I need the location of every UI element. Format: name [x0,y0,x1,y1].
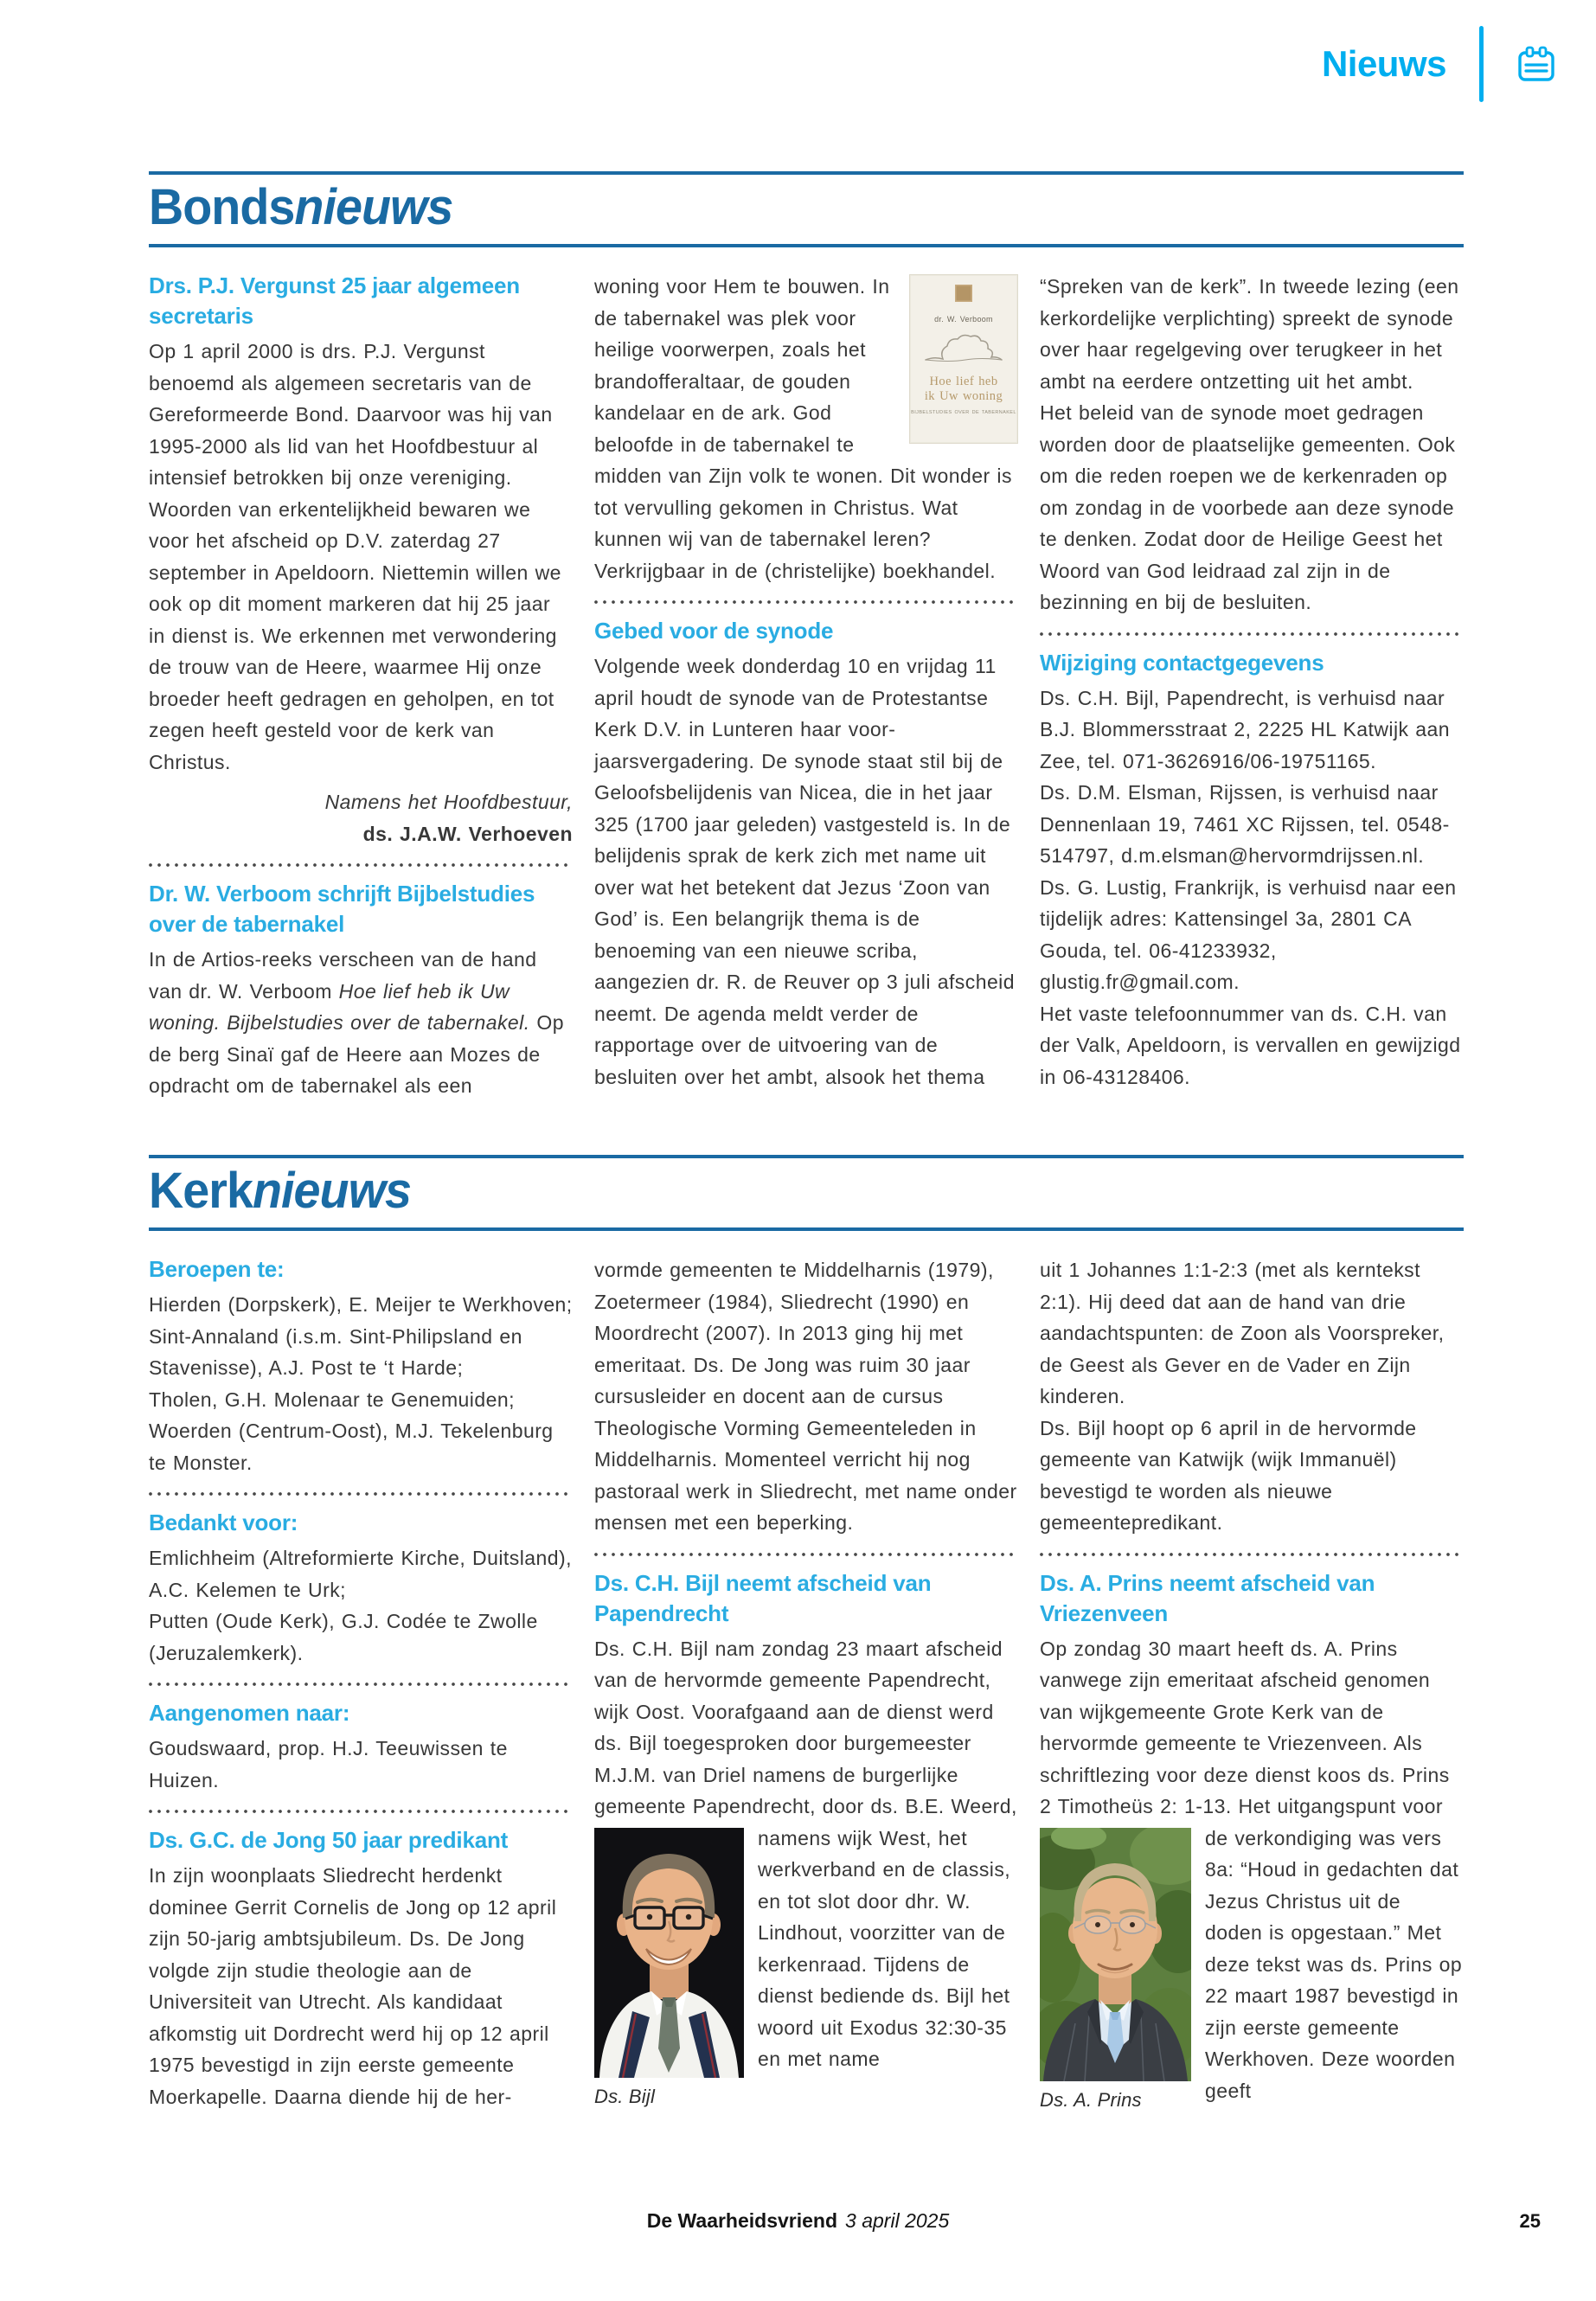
text-column [1040,271,1464,1102]
article-heading: Dr. W. Verboom schrijft Bijbelstudies over de tabernakel [149,881,535,937]
paragraph: Ds. Bijl hoopt op 6 april in de hervormde gemeente van Katwijk (wijk Immanuël) bevestigd te worden als nieuwe gemeentepredikant. [1040,1416,1417,1534]
section-kerknieuws [149,1155,1464,2112]
paragraph: vormde gemeenten te Middelharnis (1979), Zoetermeer (1984), Sliedrecht (1990) en Moordrecht (2007). In 2013 ging hij met emeritaat. Ds. De Jong was ruim 30 jaar cursusleider en docent aan de cursus Theologische Vorming Gemeenteleden in Middelharnis. Momenteel verricht hij nog pastoraal werk in Sliedrecht, met name onder mensen met een beperking. [594,1259,1017,1534]
page-footer [0,2208,1596,2233]
byline: Namens het Hoofdbestuur, [324,791,573,813]
paragraph: In zijn woonplaats Sliedrecht herdenkt dominee Gerrit Cornelis de Jong op 12 april zijn 50-jarig ambtsjubileum. Ds. De Jong volgde zijn studie theologie aan de Universiteit van Utrecht. Als kandidaat afkomstig uit Dordrecht werd hij op 12 april 1975 bevestigd in zijn eerste gemeente Moerkapelle. Daarna diende hij de her- [149,1864,557,2108]
text-column [149,1254,573,2112]
dotted-divider [594,1553,1018,1556]
paragraph: Tholen, G.H. Molenaar te Genemuiden; [149,1388,515,1411]
paragraph: Ds. G. Lustig, Frankrijk, is verhuisd naar een tijdelijk adres: Kattensingel 3a, 2801 CA Gouda, tel. 06-41233932, glustig.fr@gmail.com. [1040,875,1457,993]
cloud-illustration [924,331,1003,366]
text-run: Op de berg Sinaï gaf de Heere aan Mozes de opdracht om de tabernakel als een [149,1011,564,1097]
paragraph: Emlichheim (Altreformierte Kirche, Duitsland), A.C. Kelemen te Urk; [149,1547,572,1601]
corner-tag-divider [1479,26,1484,102]
paragraph: Ds. D.M. Elsman, Rijssen, is verhuisd naar Dennenlaan 19, 7461 XC Rijssen, tel. 0548-514797, d.m.elsman@hervormdrijssen.nl. [1040,781,1450,867]
photo-ds-prins [1040,1828,1191,2112]
dotted-divider [594,600,1018,604]
text-run: de verkondiging was vers 8a: “Houd in gedachten dat Jezus Christus uit de doden is opgestaan.” Met deze tekst was ds. Prins op 22 maart 1987 bevestigd in zijn eerste gemeente Werkhoven. Deze woorden geeft [1205,1826,1463,2102]
dotted-divider [149,1682,573,1686]
byline: ds. J.A.W. Verhoeven [362,822,573,845]
article-heading: Ds. A. Prins neemt afscheid van Vriezenveen [1040,1569,1375,1626]
paragraph: Volgende week donderdag 10 en vrijdag 11 april houdt de synode van de Protestantse Kerk D.V. in Lunteren haar voorjaarsvergadering. De synode staat stil bij de Geloofsbelijdenis van Nicea, die in het jaar 325 (1700 jaar geleden) vastgesteld is. In de belijdenis sprak de kerk zich met name uit over wat het betekent dat Jezus ‘Zoon van God’ is. Een belangrijk thema is de benoeming van een nieuwe scriba, aangezien dr. R. de Reuver op 3 juli afscheid neemt. De agenda meldt verder de rapportage over de uitvoering van de besluiten over het ambt, alsook het thema [594,655,1015,1088]
text-run: Ds. C.H. Bijl nam zondag 23 maart afscheid van de hervormde gemeente Papendrecht, wijk Oost. Voorafgaand aan de dienst werd ds. Bijl toegesproken door burgemeester M.J.M. van Driel namens de burgerlijke gemeente Papendrecht, door ds. B.E. [594,1637,1003,1817]
paragraph: Hierden (Dorpskerk), E. Meijer te Werkhoven; [149,1293,573,1316]
paragraph: Goudswaard, prop. H.J. Teeuwissen te Huizen. [149,1737,508,1791]
paragraph: Het beleid van de synode moet gedragen worden door de plaatselijke gemeenten. Ook om die reden roepen we de kerkenraden op om zondag in de voorbede aan deze synode te denken. Zodat door de Heilige Geest het Woord van God leidraad zal zijn in de bezinning en bij de besluiten. [1040,401,1456,613]
section-bondsnieuws [149,171,1464,1102]
paragraph: Putten (Oude Kerk), G.J. Codée te Zwolle (Jeruzalemkerk). [149,1610,538,1664]
book-author: dr. W. Verboom [934,315,993,324]
section-header [149,171,1464,247]
dotted-divider [1040,632,1464,636]
page-number: 25 [1519,2210,1541,2232]
dotted-divider [149,1492,573,1496]
paragraph: Het vaste telefoonnummer van ds. C.H. van der Valk, Apeldoorn, is vervallen en gewijzigd in 06-43128406. [1040,1002,1461,1088]
paragraph: “Spreken van de kerk”. In tweede lezing (een kerkordelijke verplichting) spreekt de synode over haar regelgeving over terugkeer in het ambt na eerdere ontzetting uit het ambt. [1040,275,1459,393]
paragraph: Op 1 april 2000 is drs. P.J. Vergunst benoemd als algemeen secretaris van de Gereformeerde Bond. Daarvoor was hij van 1995-2000 als lid van het Hoofdbestuur al intensief betrokken bij onze vereniging. Woorden van erkentelijkheid bewaren we voor het afscheid op D.V. zaterdag 27 september in Apeldoorn. Niettemin willen we ook op dit moment markeren dat hij 25 jaar in dienst is. We erkennen met verwondering de trouw van de Heere, waarmee Hij onze broeder heeft gedragen en geholpen, en tot zegen heeft gesteld voor de kerk van Christus. [149,340,561,773]
section-title-bondsnieuws [149,181,1411,234]
paragraph: Sint-Annaland (i.s.m. Sint-Philipsland en Stavenisse), A.J. Post te ‘t Harde; [149,1324,522,1379]
book-title-line2: ik Uw woning [924,389,1003,403]
article-heading: Ds. C.H. Bijl neemt afscheid van Papendrecht [594,1569,932,1626]
paragraph [1040,1633,1464,2111]
article-heading: Bedankt voor: [149,1509,298,1535]
text-column [594,1254,1018,2112]
paragraph [594,271,1018,586]
paragraph [594,1633,1018,2107]
photo-caption: Ds. Bijl [594,2085,656,2107]
dotted-divider [149,1810,573,1813]
portrait-ds-bijl [594,1828,744,2078]
text-column [594,271,1018,1102]
columns-bondsnieuws [149,271,1464,1102]
artios-series-mark [955,285,972,302]
text-run: Op zondag 30 maart heeft ds. A. Prins vanwege zijn emeritaat afscheid genomen van wijkgemeente Grote Kerk van de hervormde gemeente te Vriezenveen. Als schriftlezing voor deze dienst koos ds. Prins 2 Timotheüs 2: 1-13. Het uitgangspunt voor [1040,1637,1450,1817]
paragraph: Ds. C.H. Bijl, Papendrecht, is verhuisd naar B.J. Blommersstraat 2, 2225 HL Katwijk aan Zee, tel. 071-3626916/06-19751165. [1040,686,1451,772]
dotted-divider [149,863,573,867]
book-title [925,375,1003,404]
section-title-italic: nieuws [294,179,453,235]
paragraph: Woerden (Centrum-Oost), M.J. Tekelenburg te Monster. [149,1420,554,1474]
article-heading: Beroepen te: [149,1256,285,1282]
magazine-name: De Waarheidsvriend [646,2209,838,2232]
text-run: Weerd, namens wijk West, het werkverband en de classis, en tot slot door dhr. W. Lindhout, voorzitter van de kerkenraad. Tijdens de dienst bediende ds. Bijl het woord uit Exodus 32:30-35 en met name [758,1795,1017,2070]
paragraph: uit 1 Johannes 1:1-2:3 (met als kerntekst 2:1). Hij deed dat aan de hand van drie aandachtspunten: de Zoon als Voorspreker, de Geest als Gever en de Vader en Zijn kinderen. [1040,1259,1445,1407]
issue-date: 3 april 2025 [845,2209,950,2232]
section-title-kerknieuws [149,1164,1411,1218]
article-heading: Aangenomen naar: [149,1700,350,1726]
article-heading: Wijziging contactgegevens [1040,649,1324,676]
corner-tag-label: Nieuws [1321,43,1446,84]
article-heading: Drs. P.J. Vergunst 25 jaar algemeen secretaris [149,272,520,329]
article-heading: Ds. G.C. de Jong 50 jaar predikant [149,1827,509,1853]
dotted-divider [1040,1553,1464,1556]
photo-ds-bijl [594,1828,744,2108]
text-column [1040,1254,1464,2112]
book-cover-image [909,274,1018,444]
page-corner-tag [1322,24,1556,104]
text-run: Hoe lief heb ik Uw woning. Bijbelstudies over de tabernakel. [149,979,530,1034]
book-title-line1: Hoe lief heb [929,375,998,388]
book-subtitle: BIJBELSTUDIES OVER DE TABERNAKEL [911,410,1016,415]
text-run: woning voor Hem te bouwen. In de tabernakel was plek voor heilige voorwerpen, zoals het brandofferaltaar, de gouden kandelaar en de ark. God beloofde in de tabernakel te midden van Zijn volk te wonen. Dit wonder is tot vervulling gekomen in Christus. Wat kunnen wij van de tabernakel leren? Verkrijgbaar in de (christelijke) boekhandel. [594,275,1012,582]
article-heading: Gebed voor de synode [594,618,834,644]
section-title-italic: nieuws [252,1163,411,1219]
section-title-bold: Kerk [149,1163,253,1219]
paragraph [149,944,573,1102]
columns-kerknieuws [149,1254,1464,2112]
photo-caption: Ds. A. Prins [1040,2088,1142,2111]
calendar-icon [1516,45,1556,83]
section-header [149,1155,1464,1231]
text-run: In de Artios-reeks verscheen van de hand van dr. W. Verboom [149,948,537,1003]
portrait-ds-prins [1040,1828,1191,2081]
section-title-bold: Bonds [149,179,295,235]
text-column [149,271,573,1102]
